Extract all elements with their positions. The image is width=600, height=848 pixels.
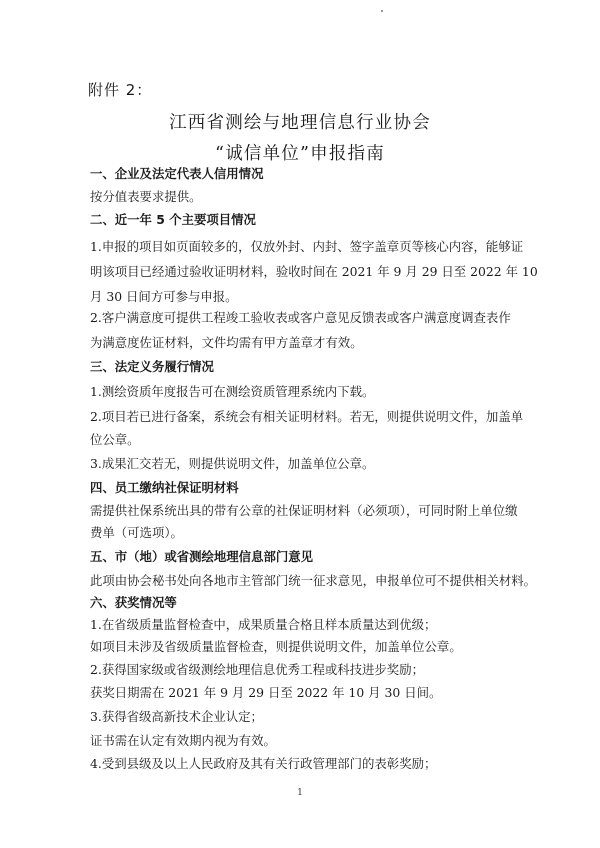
body-text-line: 此项由协会秘书处向各地市主管部门统一征求意见，申报单位可不提供相关材料。 [90,573,537,588]
body-text-line: 月 30 日间方可参与申报。 [90,289,238,304]
body-text-line: 为满意度佐证材料，文件均需有甲方盖章才有效。 [90,335,363,350]
section-heading: 五、市（地）或省测绘地理信息部门意见 [90,549,314,564]
body-text-line: 按分值表要求提供。 [90,189,202,204]
attachment-label: 附件 2： [88,81,153,99]
body-text-line: 3.成果汇交若无，则提供说明文件，加盖单位公章。 [90,456,375,471]
body-text-line: 1.在省级质量监督检查中，成果质量合格且样本质量达到优级； [90,617,437,632]
section-heading: 一、企业及法定代表人信用情况 [90,166,264,181]
body-text-line: 费单（可选项）。 [90,525,183,540]
page-number: 1 [297,788,303,798]
body-text-line: 4.受到县级及以上人民政府及其有关行政管理部门的表彰奖励； [90,756,437,771]
body-text-line: 1.测绘资质年度报告可在测绘资质管理系统内下载。 [90,384,375,399]
section-heading: 三、法定义务履行情况 [90,359,214,374]
body-text-line: 1.申报的项目如页面较多的，仅放外封、内封、签字盖章页等核心内容，能够证 [90,239,524,254]
body-text-line: 2.项目若已进行备案，系统会有相关证明材料。若无，则提供说明文件，加盖单 [90,409,524,424]
section-heading: 六、获奖情况等 [90,595,177,610]
body-text-line: 明该项目已经通过验收证明材料，验收时间在 2021 年 9 月 29 日至 2022 年 10 [90,264,538,279]
body-text-line: 如项目未涉及省级质量监督检查，则提供说明文件，加盖单位公章。 [90,639,462,654]
section-heading: 四、员工缴纳社保证明材料 [90,480,239,495]
scan-speck [381,10,383,12]
body-text-line: 需提供社保系统出具的带有公章的社保证明材料（必须项），可同时附上单位缴 [90,503,518,518]
document-title-line-2: “诚信单位”申报指南 [215,144,385,164]
body-text-line: 获奖日期需在 2021 年 9 月 29 日至 2022 年 10 月 30 日间。 [90,685,442,700]
body-text-line: 位公章。 [90,432,140,447]
body-text-line: 证书需在认定有效期内视为有效。 [90,733,276,748]
body-text-line: 3.获得省级高新技术企业认定； [90,709,263,724]
section-heading: 二、近一年 5 个主要项目情况 [90,212,256,227]
body-text-line: 2.客户满意度可提供工程竣工验收表或客户意见反馈表或客户满意度调查表作 [90,310,511,325]
body-text-line: 2.获得国家级或省级测绘地理信息优秀工程或科技进步奖励； [90,662,424,677]
document-title-line-1: 江西省测绘与地理信息行业协会 [169,113,431,133]
